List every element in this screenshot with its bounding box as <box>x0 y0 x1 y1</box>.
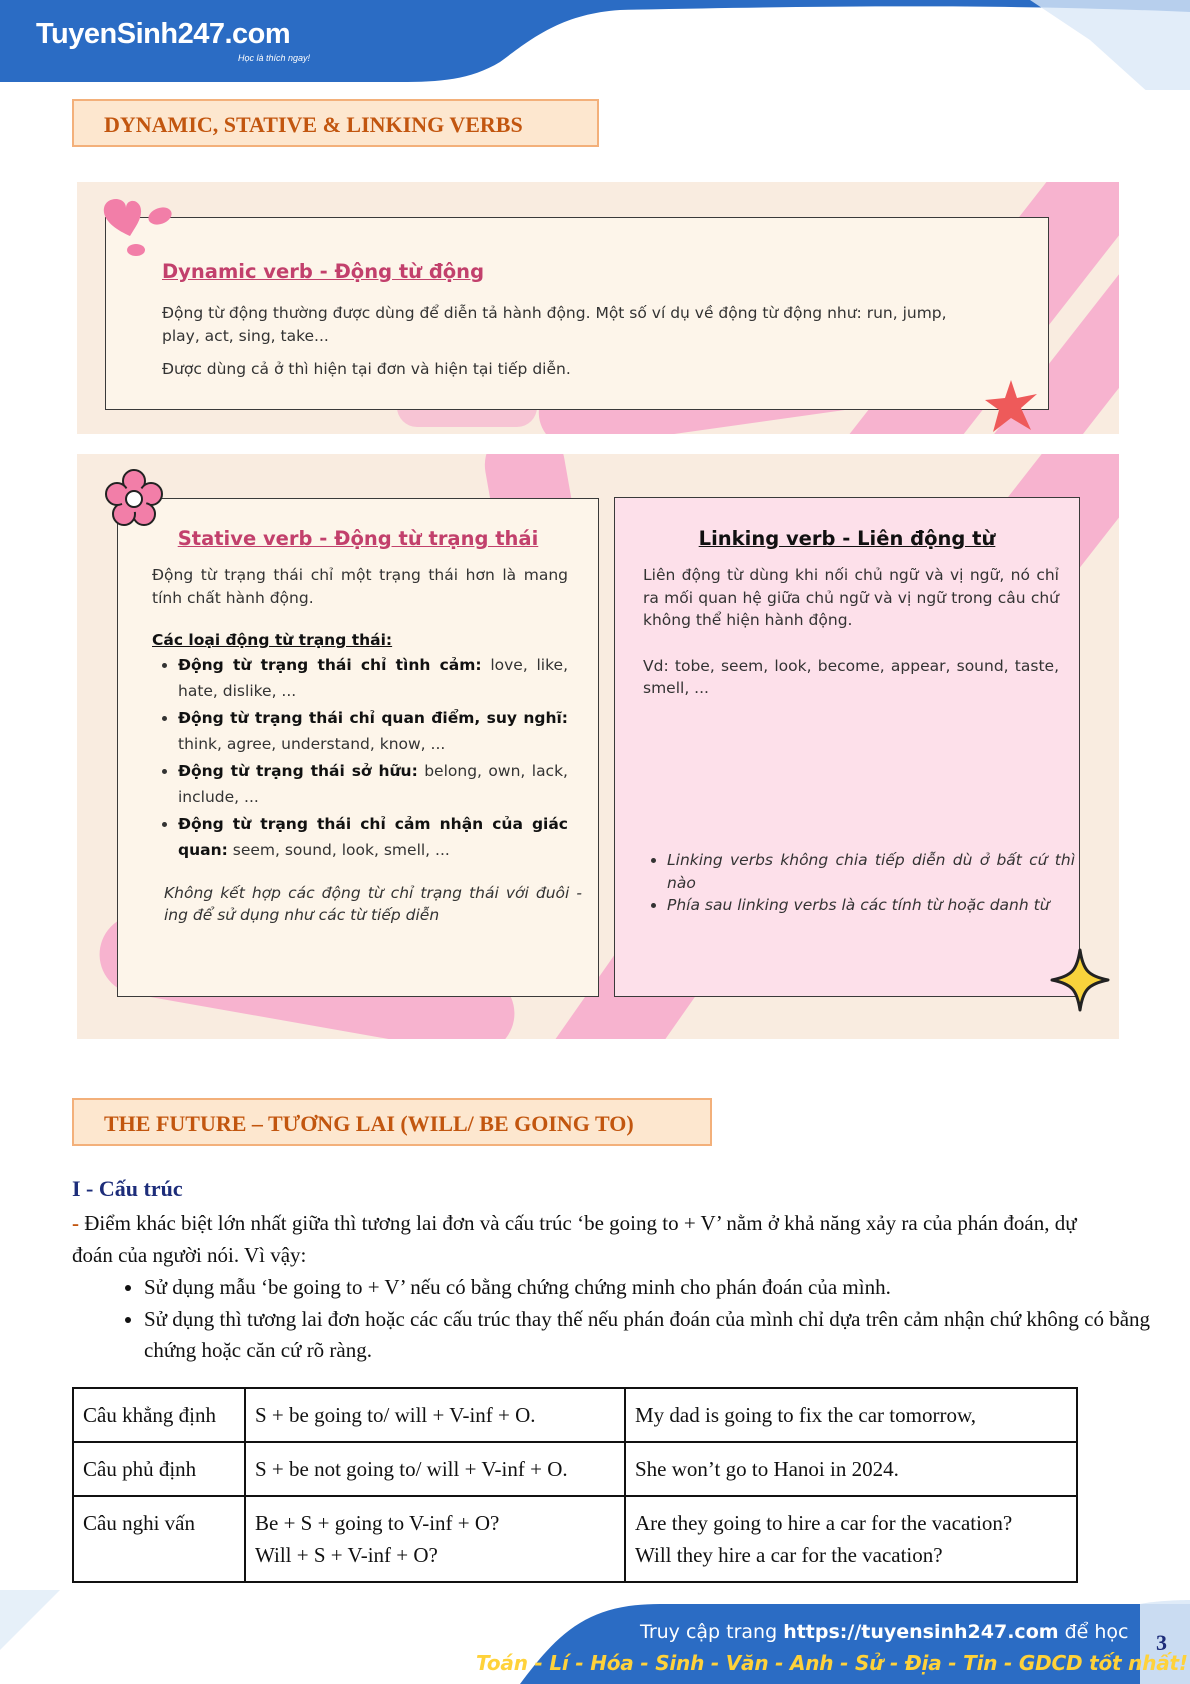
page-number: 3 <box>1156 1630 1167 1655</box>
stative-verb-note: Không kết hợp các động từ chỉ trạng thái với đuôi -ing để sử dụng như các từ tiếp diễn <box>164 883 582 924</box>
list-item: • Sử dụng mẫu ‘be going to + V’ nếu có bằng chứng chứng minh cho phán đoán của mình. <box>144 1272 1190 1304</box>
table-cell-structure: S + be going to/ will + V-inf + O. <box>245 1388 625 1442</box>
linking-verb-examples: Vd: tobe, seem, look, become, appear, sound, taste, smell, ... <box>643 656 1059 697</box>
stative-verb-intro: Động từ trạng thái chỉ một trạng thái hơn là mang tính chất hành động. <box>152 566 568 607</box>
footer-cta: Truy cập trang https://tuyensinh247.com để học <box>640 1621 1129 1643</box>
future-usage-list <box>72 1272 1190 1367</box>
table-row <box>73 1442 1077 1496</box>
footer-url-link[interactable]: https://tuyensinh247.com <box>783 1621 1059 1643</box>
table-cell-structure: S + be not going to/ will + V-inf + O. <box>245 1442 625 1496</box>
star-burst-icon <box>983 378 1039 434</box>
table-cell-type: Câu khẳng định <box>73 1388 245 1442</box>
stative-verb-title: Stative verb - Động từ trạng thái <box>177 527 539 550</box>
future-intro: - Điểm khác biệt lớn nhất giữa thì tương lai đơn và cấu trúc ‘be going to + V’ nằm ở khả năng xảy ra của phán đoán, dự đoán của người nói. Vì vậy: <box>72 1211 1077 1267</box>
logo-tagline: Học là thích ngay! <box>238 53 311 63</box>
footer-subjects: Toán - Lí - Hóa - Sinh - Văn - Anh - Sử - Địa - Tin - GDCD tốt nhất! <box>476 1651 1188 1675</box>
list-item: • Động từ trạng thái chỉ quan điểm, suy nghĩ: think, agree, understand, know, ... <box>178 705 568 758</box>
table-cell-type: Câu phủ định <box>73 1442 245 1496</box>
dynamic-verb-card <box>105 217 1049 410</box>
list-item: • Linking verbs không chia tiếp diễn dù ở bất cứ thì nào <box>667 849 1075 894</box>
table-cell-structure: Be + S + going to V-inf + O? Will + S + V-inf + O? <box>245 1496 625 1582</box>
list-item: • Phía sau linking verbs là các tính từ hoặc danh từ <box>667 894 1075 917</box>
stative-types-list <box>152 652 568 864</box>
stative-verb-card <box>117 498 599 997</box>
list-item: • Động từ trạng thái chỉ tình cảm: love, like, hate, dislike, ... <box>178 652 568 705</box>
dynamic-verb-usage: Được dùng cả ở thì hiện tại đơn và hiện tại tiếp diễn. <box>162 360 571 378</box>
stative-types-heading: Các loại động từ trạng thái: <box>152 631 393 649</box>
linking-verb-title: Linking verb - Liên động từ <box>698 527 996 550</box>
table-row <box>73 1496 1077 1582</box>
table-row <box>73 1388 1077 1442</box>
flower-icon <box>104 469 164 529</box>
heart-icon <box>96 190 186 270</box>
linking-verb-card <box>614 497 1080 997</box>
structure-heading: I - Cấu trúc <box>72 1176 183 1201</box>
section-title-verbs: DYNAMIC, STATIVE & LINKING VERBS <box>72 99 599 147</box>
list-item: • Động từ trạng thái chỉ cảm nhận của giác quan: seem, sound, look, smell, ... <box>178 811 568 864</box>
table-cell-example: Are they going to hire a car for the vacation? Will they hire a car for the vacation? <box>625 1496 1077 1582</box>
sparkle-star-icon <box>1048 946 1112 1014</box>
table-cell-type: Câu nghi vấn <box>73 1496 245 1582</box>
table-cell-example: My dad is going to fix the car tomorrow, <box>625 1388 1077 1442</box>
site-logo[interactable]: TuyenSinh247.com <box>36 18 291 50</box>
dynamic-verb-title: Dynamic verb - Động từ động <box>162 260 485 283</box>
list-item: • Sử dụng thì tương lai đơn hoặc các cấu trúc thay thế nếu phán đoán của mình chỉ dựa trên cảm nhận chứ không có bằng chứng hoặc căn cứ rõ ràng. <box>144 1304 1190 1367</box>
linking-verb-notes <box>643 849 1075 917</box>
section-title-future: THE FUTURE – TƯƠNG LAI (WILL/ BE GOING TO) <box>72 1098 712 1146</box>
linking-verb-description: Liên động từ dùng khi nối chủ ngữ và vị ngữ, nó chỉ ra mối quan hệ giữa chủ ngữ và vị ngữ trong câu chứ không thể hiện hành động. <box>643 566 1059 629</box>
table-cell-example: She won’t go to Hanoi in 2024. <box>625 1442 1077 1496</box>
dynamic-verb-description: Động từ động thường được dùng để diễn tả hành động. Một số ví dụ về động từ động như: run, jump, play, act, sing, take... <box>162 304 947 345</box>
future-structure-table <box>72 1387 1078 1583</box>
list-item: • Động từ trạng thái sở hữu: belong, own, lack, include, ... <box>178 758 568 811</box>
